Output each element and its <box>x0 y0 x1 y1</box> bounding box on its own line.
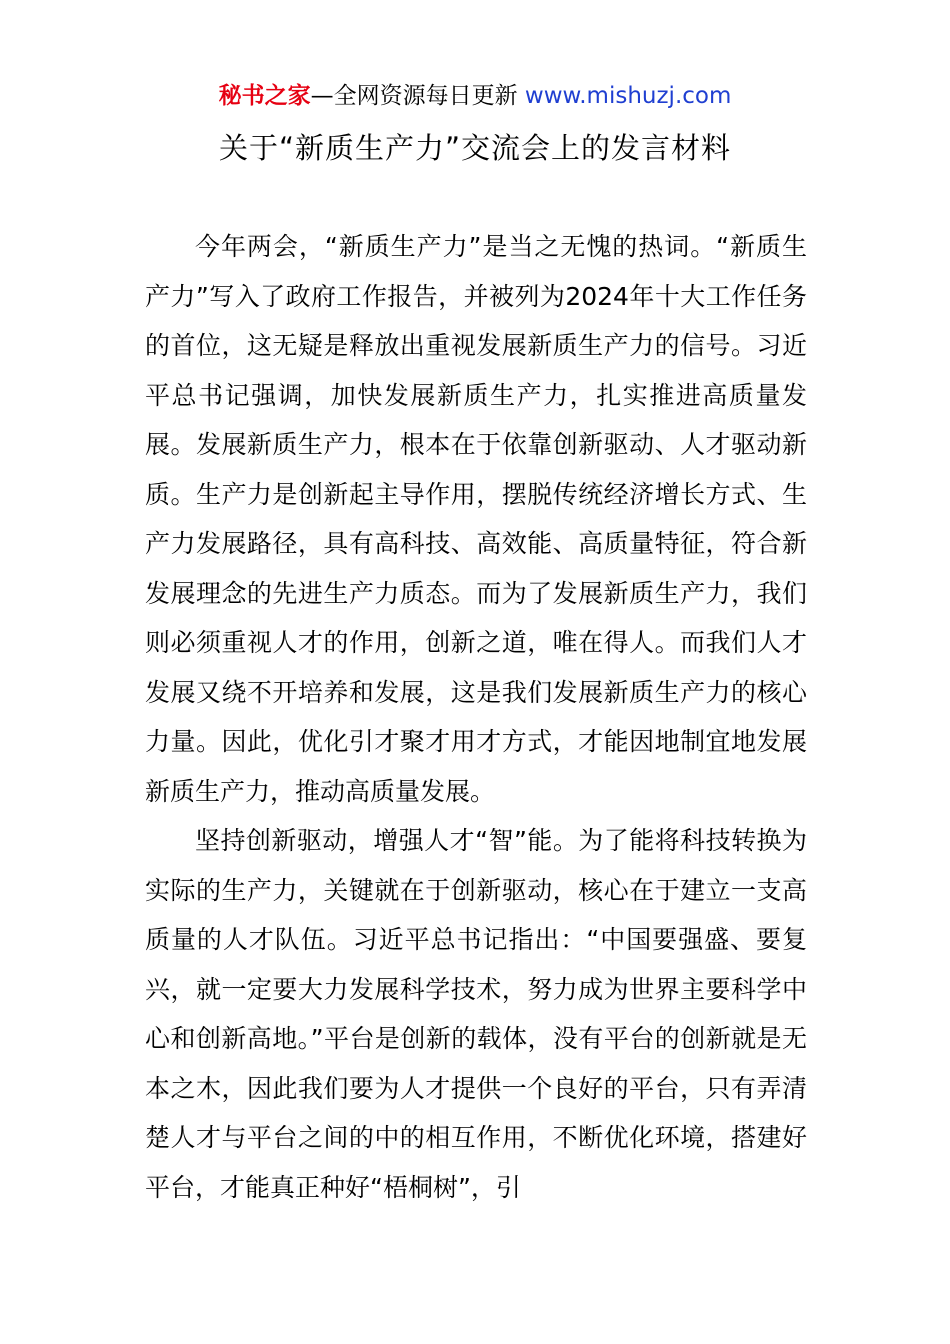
site-header <box>0 80 950 112</box>
paragraph: 坚持创新驱动，增强人才“智”能。为了能将科技转换为实际的生产力，关键就在于创新驱动，核心在于建立一支高质量的人才队伍。习近平总书记指出：“中国要强盛、要复兴，就一定要大力发展科学技术，努力成为世界主要科学中心和创新高地。”平台是创新的载体，没有平台的创新就是无本之木，因此我们要为人才提供一个良好的平台，只有弄清楚人才与平台之间的中的相互作用，不断优化环境，搭建好平台，才能真正种好“梧桐树”，引 <box>145 826 807 1202</box>
site-brand: 秘书之家 <box>218 83 311 109</box>
site-url-link[interactable]: www.mishuzj.com <box>524 83 732 109</box>
document-title: 关于“新质生产力”交流会上的发言材料 <box>218 131 732 165</box>
paragraph: 今年两会，“新质生产力”是当之无愧的热词。“新质生产力”写入了政府工作报告，并被列为2024年十大工作任务的首位，这无疑是释放出重视发展新质生产力的信号。习近平总书记强调，加快发展新质生产力，扎实推进高质量发展。发展新质生产力，根本在于依靠创新驱动、人才驱动新质。生产力是创新起主导作用，摆脱传统经济增长方式、生产力发展路径，具有高科技、高效能、高质量特征，符合新发展理念的先进生产力质态。而为了发展新质生产力，我们则必须重视人才的作用，创新之道，唯在得人。而我们人才发展又绕不开培养和发展，这是我们发展新质生产力的核心力量。因此，优化引才聚才用才方式，才能因地制宜地发展新质生产力，推动高质量发展。 <box>145 232 807 806</box>
document-body <box>145 222 807 1212</box>
site-tagline: —全网资源每日更新 <box>310 83 525 109</box>
